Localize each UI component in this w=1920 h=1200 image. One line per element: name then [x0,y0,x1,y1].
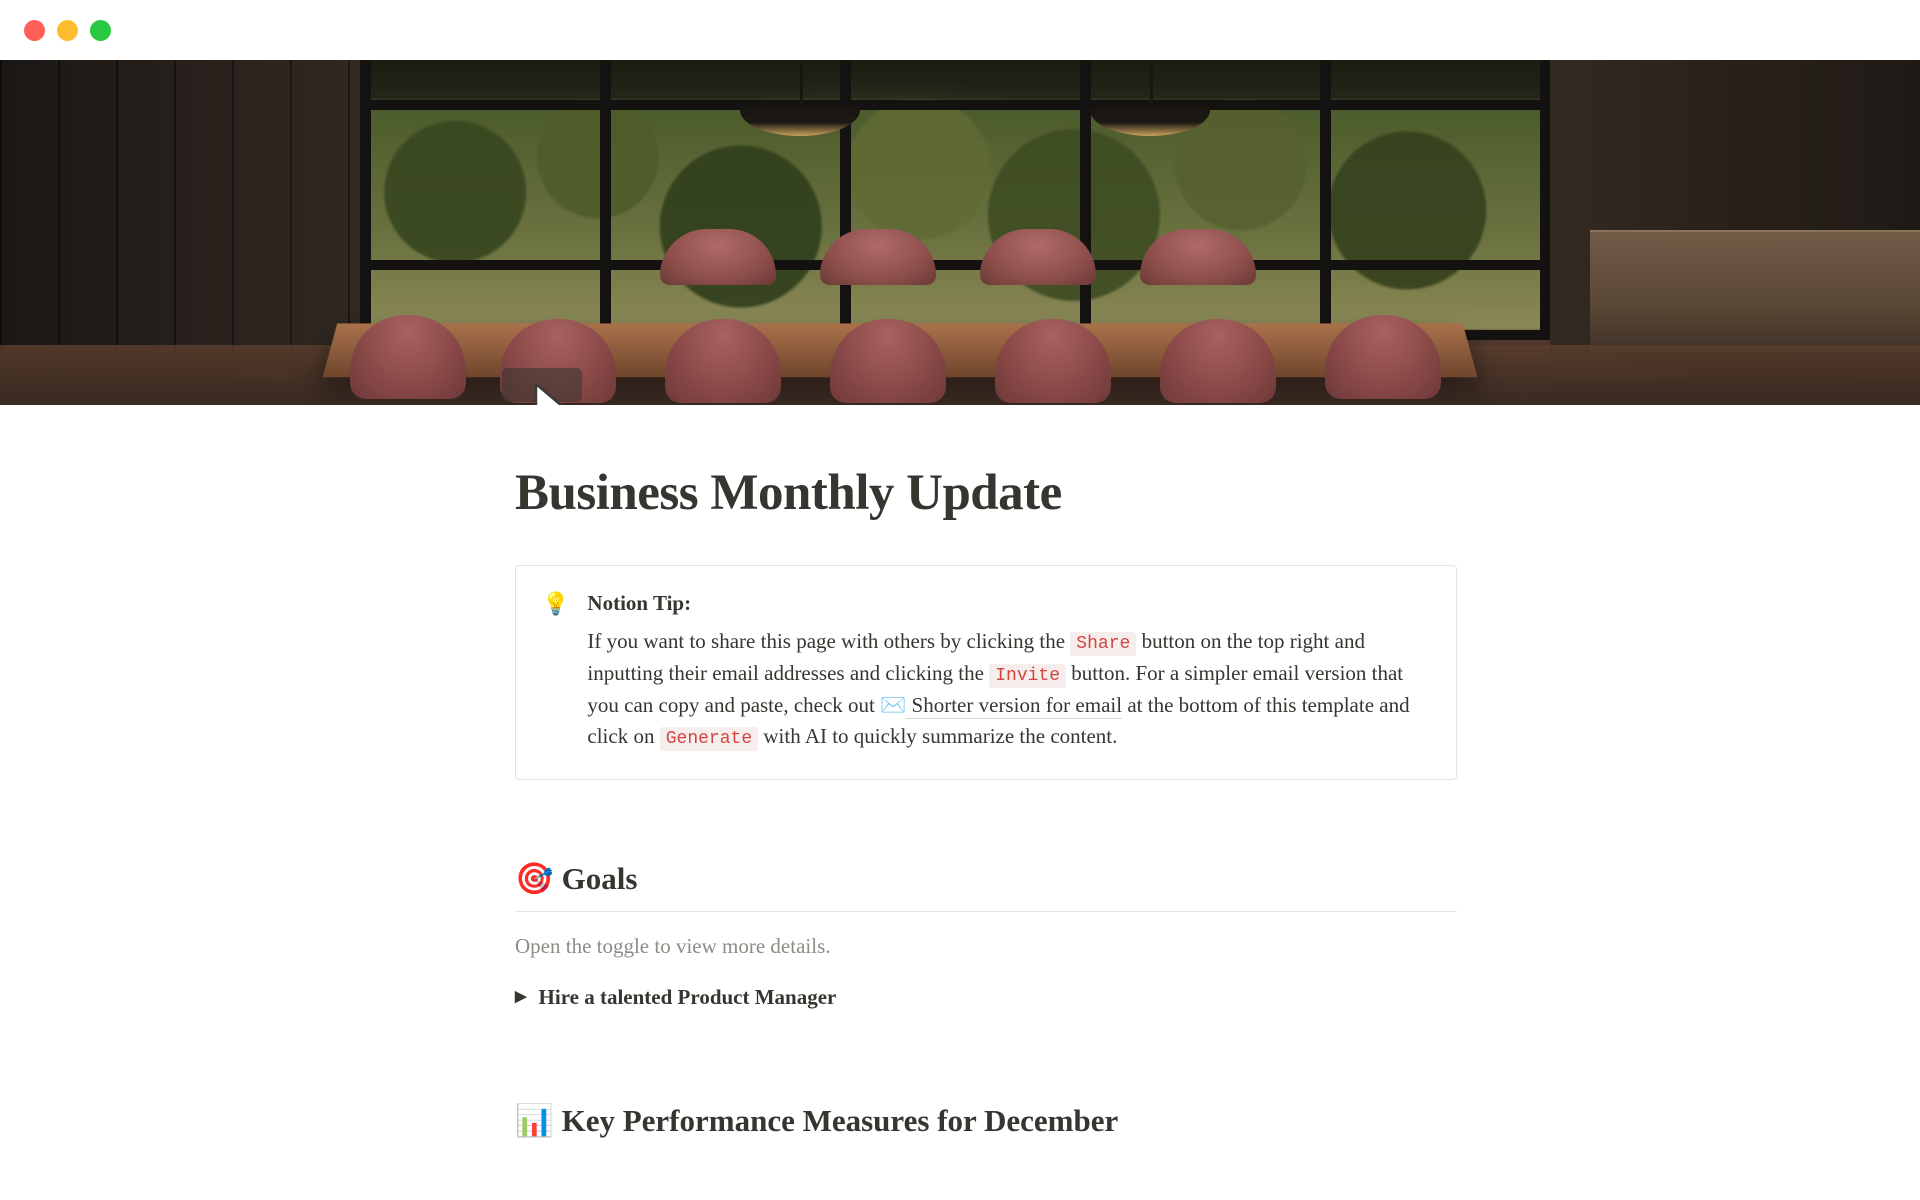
minimize-button[interactable] [57,20,78,41]
toggle-hire-product-manager[interactable] [515,985,1455,1010]
page-title[interactable]: Business Monthly Update [515,465,1062,521]
callout-body [587,588,1430,753]
bar-chart-icon: 📊 [515,1103,554,1139]
goals-section [515,860,1455,1010]
callout-text-part-3: button. For a simpler email version that you can copy and paste, check out [587,660,1404,717]
page-content [465,465,1455,1139]
toggle-label: Hire a talented Product Manager [538,985,837,1010]
code-invite: Invite [989,664,1066,688]
section-divider [515,911,1457,912]
kpi-heading-label: Key Performance Measures for December [561,1102,1119,1138]
window-controls [24,20,111,41]
chevron-right-icon[interactable]: ▶ [515,989,527,1006]
page-body [0,405,1920,1139]
code-share: Share [1070,632,1136,656]
callout-text [587,626,1430,754]
notion-tip-callout[interactable] [515,565,1457,780]
callout-text-part-4: at the bottom of this template and click on [587,692,1410,749]
goals-heading-label: Goals [561,860,638,896]
target-icon: 🎯 [515,861,554,897]
zoom-button[interactable] [90,20,111,41]
cover-cabinet [1590,230,1920,352]
callout-title: Notion Tip: [587,591,692,616]
window-mullion [360,260,1550,270]
window-titlebar [0,0,1920,60]
goals-heading[interactable] [515,860,1455,897]
callout-text-part-1: If you want to share this page with others by clicking the [587,628,1071,653]
email-version-link[interactable]: Shorter version for email [906,692,1123,717]
goals-description: Open the toggle to view more details. [515,934,831,959]
lightbulb-icon: 💡 [542,591,570,617]
code-generate: Generate [660,727,758,751]
callout-text-part-5: with AI to quickly summarize the content. [758,724,1118,749]
page-cover-image[interactable] [0,60,1920,405]
close-button[interactable] [24,20,45,41]
callout-text-part-2: button on the top right and inputting their email addresses and clicking the [587,628,1365,685]
window-mullion [360,100,1550,110]
kpi-heading[interactable] [515,1102,1455,1139]
envelope-icon: ✉️ [880,692,907,717]
cover-foliage [360,100,1550,330]
